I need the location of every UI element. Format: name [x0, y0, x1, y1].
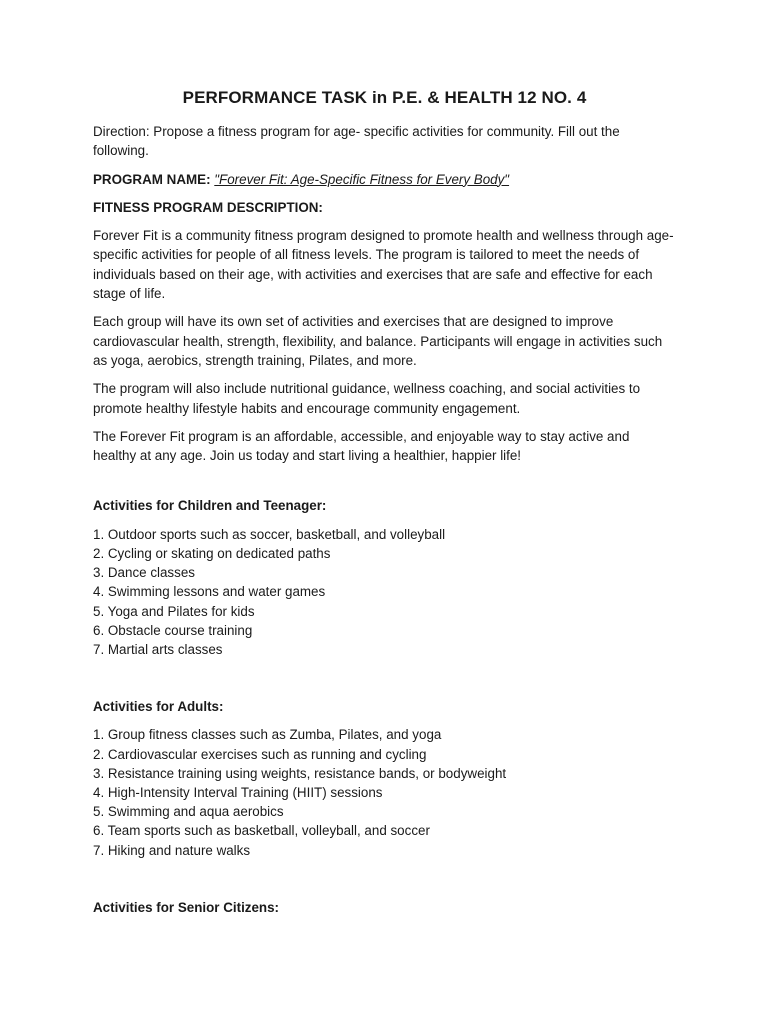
description-paragraph-3: The program will also include nutritional guidance, wellness coaching, and social activities to promote healthy lifestyle habits and encourage community engagement.	[93, 381, 641, 416]
activity-list-children	[93, 525, 676, 659]
list-item: 3. Dance classes	[93, 565, 195, 581]
section-heading-seniors: Activities for Senior Citizens:	[93, 899, 280, 915]
list-item: 1. Outdoor sports such as soccer, basketball, and volleyball	[93, 526, 446, 542]
list-item: 3. Resistance training using weights, resistance bands, or bodyweight	[93, 765, 507, 781]
description-paragraph-1: Forever Fit is a community fitness program designed to promote health and wellness through age-specific activities for people of all fitness levels. The program is tailored to meet the needs of individuals based on their age, with activities and exercises that are safe and effective for each stage of life.	[93, 228, 674, 302]
section-heading-adults: Activities for Adults:	[93, 699, 224, 715]
description-paragraph-4: The Forever Fit program is an affordable, accessible, and enjoyable way to stay active and healthy at any age. Join us today and start living a healthier, happier life!	[93, 428, 630, 464]
list-item: 5. Yoga and Pilates for kids	[93, 603, 255, 619]
program-name-label: PROGRAM NAME:	[93, 171, 211, 187]
program-name-value: "Forever Fit: Age-Specific Fitness for Every Body"	[214, 171, 510, 187]
description-heading: FITNESS PROGRAM DESCRIPTION:	[93, 199, 323, 215]
document-title: PERFORMANCE TASK in P.E. & HEALTH 12 NO. 4	[182, 88, 587, 107]
list-item: 7. Hiking and nature walks	[93, 842, 251, 858]
list-item: 1. Group fitness classes such as Zumba, Pilates, and yoga	[93, 727, 442, 743]
list-item: 5. Swimming and aqua aerobics	[93, 804, 284, 820]
description-paragraph-2: Each group will have its own set of activities and exercises that are designed to improve cardiovascular health, strength, flexibility, and balance. Participants will engage in activities such as yoga, aerobics, strength training, Pilates, and more.	[93, 314, 663, 368]
activity-list-adults	[93, 725, 676, 859]
list-item: 2. Cardiovascular exercises such as running and cycling	[93, 746, 427, 762]
list-item: 4. Swimming lessons and water games	[93, 584, 326, 600]
program-name-line	[93, 170, 676, 189]
direction-text: Direction: Propose a fitness program for age- specific activities for community. Fill out the following.	[93, 124, 620, 159]
list-item: 6. Team sports such as basketball, volleyball, and soccer	[93, 823, 430, 839]
list-item: 6. Obstacle course training	[93, 622, 253, 638]
section-heading-children: Activities for Children and Teenager:	[93, 498, 327, 514]
list-item: 2. Cycling or skating on dedicated paths	[93, 545, 331, 561]
list-item: 7. Martial arts classes	[93, 641, 223, 657]
list-item: 4. High-Intensity Interval Training (HIIT) sessions	[93, 785, 383, 801]
